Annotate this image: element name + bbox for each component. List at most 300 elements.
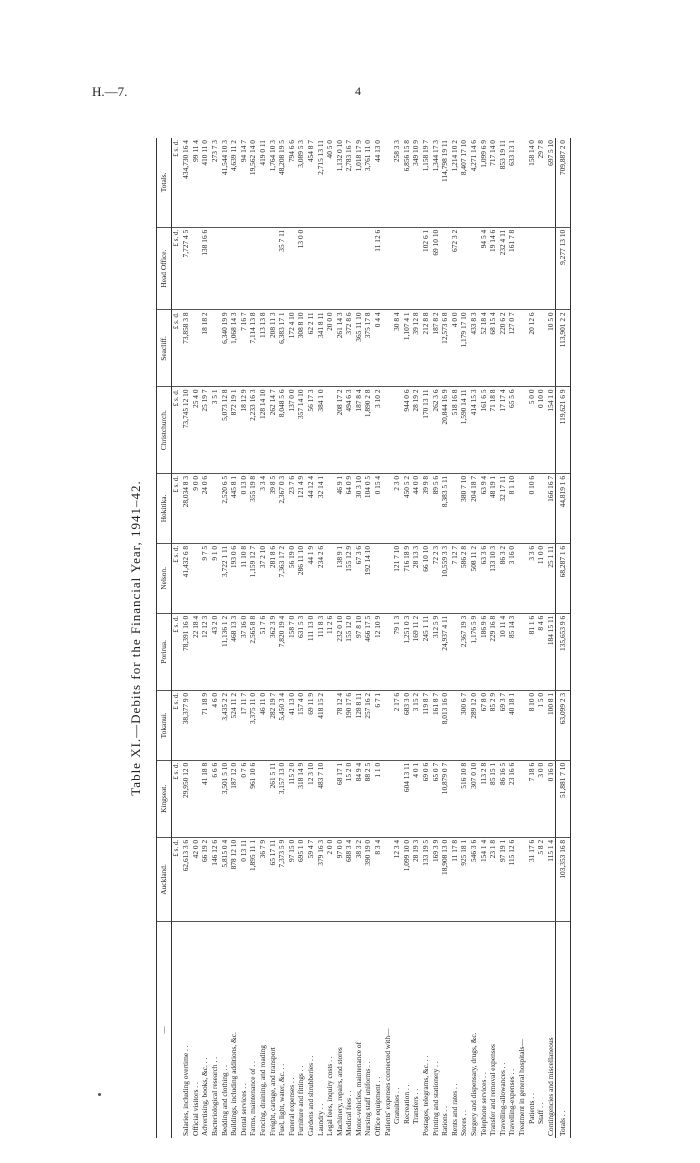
table-cell: 631 5 3 (296, 613, 306, 690)
table-cell: 257 16 2 (363, 690, 373, 760)
table-cell: 44 12 4 (306, 473, 316, 543)
table-cell: 31 17 6 (527, 837, 537, 921)
table-cell: 6 7 1 (373, 690, 383, 760)
table-cell: 64 0 9 (344, 473, 354, 543)
table-cell: 67 8 0 (479, 690, 489, 760)
table-cell: 65 17 11 (268, 837, 278, 921)
table-cell: 11 17 8 (450, 837, 460, 921)
table-cell: 85 15 1 (488, 760, 498, 837)
table-cell: 46 9 1 (335, 473, 345, 543)
table-cell (517, 227, 527, 310)
table-cell (383, 310, 393, 387)
table-cell: 3,722 1 11 (220, 543, 230, 613)
table-cell: 1,179 17 10 (459, 310, 469, 387)
table-cell: 86 16 5 (498, 760, 508, 837)
table-cell: 44 13 0 (373, 138, 383, 227)
table-cell (536, 473, 546, 543)
table-cell: 0 4 4 (373, 310, 383, 387)
table-cell: 71 18 9 (200, 690, 210, 760)
table-cell: 0 10 6 (527, 473, 537, 543)
table-cell: 28 13 3 (411, 543, 421, 613)
table-cell: 68,287 1 6 (556, 543, 571, 613)
row-label: Contingencies and miscellaneous (545, 1037, 555, 1136)
table-cell: 3 3 4 (258, 473, 268, 543)
table-cell: 18,908 13 0 (440, 837, 450, 921)
table-cell: 8 10 0 (527, 690, 537, 760)
table-row (277, 138, 287, 1138)
table-cell: 78 12 4 (335, 690, 345, 760)
table-cell: 121 7 10 (392, 543, 402, 613)
units-cell: £ s. d. (171, 690, 181, 760)
table-cell: 282 19 7 (268, 690, 278, 760)
table-cell: 25 1 11 (546, 543, 556, 613)
table-cell: 1,132 0 10 (335, 138, 345, 227)
row-label: Transfers . . (411, 1088, 421, 1124)
table-cell: 0 13 0 (239, 473, 249, 543)
table-row (527, 138, 537, 1138)
table-cell: 97 19 1 (498, 837, 508, 921)
table-cell (517, 543, 527, 613)
table-cell: 56 17 3 (306, 387, 316, 473)
table-cell: 2,367 0 3 (277, 473, 287, 543)
table-cell: 258 3 3 (392, 138, 402, 227)
table-cell: 2,715 13 11 (316, 138, 326, 227)
table-cell (383, 473, 393, 543)
table-cell: 672 3 2 (450, 227, 460, 310)
table-cell (191, 310, 201, 387)
table-cell: 8 1 10 (507, 473, 517, 543)
table-cell: 68 17 1 (335, 760, 345, 837)
table-row (248, 138, 258, 1138)
row-label: Laundry . . (315, 1103, 325, 1136)
table-cell (383, 227, 393, 310)
table-cell: 262 14 7 (268, 387, 278, 473)
table-cell: 878 12 10 (229, 837, 239, 921)
row-label: Surgery and dispensary, drugs, &c. (469, 1032, 478, 1136)
table-cell: 113 13 8 (258, 310, 268, 387)
table-cell: 289 12 0 (469, 690, 479, 760)
table-cell (306, 227, 316, 310)
table-cell (536, 227, 546, 310)
table-cell: 697 5 10 (546, 138, 556, 227)
table-cell: 193 0 6 (229, 543, 239, 613)
table-cell (517, 387, 527, 473)
table-cell: 281 8 6 (268, 543, 278, 613)
table-cell: 38 3 2 (354, 837, 364, 921)
table-cell: 170 13 11 (421, 387, 431, 473)
table-cell: 154 1 4 (479, 837, 489, 921)
table-cell: 161 6 5 (479, 387, 489, 473)
row-label: Fuel, light, water, &c. . . (277, 1063, 287, 1136)
table-cell: 683 3 0 (402, 690, 412, 760)
table-cell (335, 227, 345, 310)
table-cell: 709,887 2 0 (556, 138, 571, 227)
table-cell (402, 227, 412, 310)
table-cell: 5,073 12 8 (220, 387, 230, 473)
table-cell: 434,730 16 4 (181, 138, 191, 227)
table-cell: 172 4 10 (287, 310, 297, 387)
table-cell: 86 3 2 (498, 543, 508, 613)
table-header-row (157, 138, 172, 1138)
table-cell: 32 14 1 (316, 473, 326, 543)
table-cell: 6 6 6 (210, 760, 220, 837)
table-cell: 341 8 11 (316, 310, 326, 387)
table-cell: 2,233 16 3 (248, 387, 258, 473)
table-cell: 97 0 0 (335, 837, 345, 921)
table-cell: 11 2 6 (325, 613, 335, 690)
table-cell: 66 19 2 (200, 837, 210, 921)
table-cell: 20 0 0 (325, 310, 335, 387)
table-cell: 5 0 0 (527, 387, 537, 473)
table-cell: 115 2 0 (287, 760, 297, 837)
table-cell: 29,950 12 0 (181, 760, 191, 837)
table-cell (392, 760, 402, 837)
table-cell: 79 1 3 (392, 613, 402, 690)
units-cell: £ s. d. (171, 138, 181, 227)
table-cell (440, 227, 450, 310)
table-cell: 450 5 2 (402, 473, 412, 543)
table-cell: 18 12 9 (239, 387, 249, 473)
table-cell: 3,761 11 0 (363, 138, 373, 227)
row-label: Gratuities . . (392, 1087, 402, 1124)
table-cell: 286 11 10 (296, 543, 306, 613)
table-cell (191, 690, 201, 760)
table-cell: 94 5 4 (479, 227, 489, 310)
row-label: Furniture and fittings . . (296, 1065, 306, 1136)
table-cell (325, 690, 335, 760)
table-cell: 245 1 11 (421, 613, 431, 690)
table-cell: 154 1 0 (546, 387, 556, 473)
table-row (191, 138, 201, 1138)
table-cell: 1,018 17 9 (354, 138, 364, 227)
table-row (239, 138, 249, 1138)
table-cell: 1,344 17 3 (431, 138, 441, 227)
table-cell: 127 0 7 (507, 310, 517, 387)
table-cell: 186 9 6 (479, 613, 489, 690)
table-cell (191, 760, 201, 837)
table-cell: 48,208 19 5 (277, 138, 287, 227)
table-row (498, 138, 508, 1138)
table-cell: 1 1 0 (373, 760, 383, 837)
table-cell: 3,435 2 2 (220, 690, 230, 760)
table-cell: 229 16 8 (488, 613, 498, 690)
table-cell: 695 1 0 (296, 837, 306, 921)
table-cell: 8,048 5 6 (277, 387, 287, 473)
table-cell: 43 2 0 (210, 613, 220, 690)
units-cell: £ s. d. (171, 837, 181, 921)
table-cell: 23 7 6 (287, 473, 297, 543)
row-label: Bacteriological research . . (209, 1057, 219, 1136)
table-cell: 32 17 11 (498, 473, 508, 543)
table-cell: 419 0 11 (258, 138, 268, 227)
table-cell: 11 12 6 (373, 227, 383, 310)
table-row (469, 138, 479, 1138)
table-cell: 1,158 19 7 (421, 138, 431, 227)
table-cell: 155 12 0 (344, 613, 354, 690)
table-row (488, 138, 498, 1138)
table-cell: 357 14 10 (296, 387, 306, 473)
table-row (220, 138, 230, 1138)
table-cell (527, 227, 537, 310)
table-cell (450, 760, 460, 837)
table-cell (517, 690, 527, 760)
row-label: Funeral expenses . . (286, 1077, 296, 1136)
table-cell: 1,099 10 0 (402, 837, 412, 921)
column-header: Seacliff. (157, 310, 172, 387)
table-cell (248, 227, 258, 310)
table-cell (517, 138, 527, 227)
table-row (392, 138, 402, 1138)
table-cell: 133 10 3 (488, 543, 498, 613)
table-cell: 4,271 14 6 (469, 138, 479, 227)
table-cell: 925 18 1 (459, 837, 469, 921)
units-cell: £ s. d. (171, 387, 181, 473)
table-cell: 794 6 6 (287, 138, 297, 227)
table-cell: 232 0 10 (335, 613, 345, 690)
table-cell: 111 8 3 (316, 613, 326, 690)
table-cell: 6,383 17 1 (277, 310, 287, 387)
table-cell: 11,136 1 2 (220, 613, 230, 690)
table-cell (383, 543, 393, 613)
table-cell: 192 14 10 (363, 543, 373, 613)
units-cell: £ s. d. (171, 473, 181, 543)
table-cell: 365 11 10 (354, 310, 364, 387)
table-cell: 0 16 0 (546, 760, 556, 837)
table-cell (517, 760, 527, 837)
table-cell: 39 12 8 (411, 310, 421, 387)
table-cell: 12 12 3 (200, 613, 210, 690)
table-cell: 1,890 2 8 (363, 387, 373, 473)
table-cell: 85 14 3 (507, 613, 517, 690)
row-label: Rents and rates . . (449, 1083, 459, 1136)
table-cell: 7,114 13 8 (248, 310, 258, 387)
table-cell: 10 5 0 (546, 310, 556, 387)
table-cell: 1,764 10 3 (268, 138, 278, 227)
table-cell: 273 7 3 (210, 138, 220, 227)
row-label: Postages, telegrams, &c. . . (421, 1055, 431, 1136)
table-cell: 362 3 9 (268, 613, 278, 690)
row-label: Treatment in general hospitals— (516, 1039, 526, 1136)
table-cell: 187 8 2 (431, 310, 441, 387)
units-cell: £ s. d. (171, 310, 181, 387)
table-cell: 19,562 14 0 (248, 138, 258, 227)
table-cell: 161 8 7 (431, 690, 441, 760)
table-cell: 1,176 5 9 (469, 613, 479, 690)
table-cell (392, 227, 402, 310)
table-cell: 114,798 19 11 (440, 138, 450, 227)
row-label: Salaries, including overtime . . (181, 1045, 191, 1136)
table-cell: 10,879 0 7 (440, 760, 450, 837)
table-cell: 390 19 0 (363, 837, 373, 921)
table-cell: 5,450 3 4 (277, 690, 287, 760)
table-cell: 121 4 9 (296, 473, 306, 543)
table-cell: 65 0 7 (431, 760, 441, 837)
table-cell (325, 473, 335, 543)
table-row (507, 138, 517, 1138)
table-cell (316, 227, 326, 310)
table-cell: 1,590 14 11 (459, 387, 469, 473)
table-cell: 3 10 2 (373, 387, 383, 473)
table-cell (258, 760, 268, 837)
table-cell: 208 11 3 (268, 310, 278, 387)
table-cell: 11 0 0 (536, 543, 546, 613)
table-cell: 128 14 10 (258, 387, 268, 473)
table-cell: 78,391 16 0 (181, 613, 191, 690)
table-cell: 418 15 2 (316, 690, 326, 760)
table-cell: 3,089 5 3 (296, 138, 306, 227)
table-cell: 67 3 6 (354, 543, 364, 613)
table-cell (469, 227, 479, 310)
table-cell: 1,159 12 7 (248, 543, 258, 613)
table-cell: 69 11 9 (306, 690, 316, 760)
table-cell: 0 7 6 (239, 760, 249, 837)
table-cell: 71 18 8 (488, 387, 498, 473)
table-cell: 94 14 7 (239, 138, 249, 227)
row-label: Office equipment . . (373, 1076, 383, 1136)
table-cell: 111 13 0 (306, 613, 316, 690)
row-label: Recreation . . (401, 1084, 411, 1124)
table-cell: 39 9 8 (421, 473, 431, 543)
table-cell: 166 16 7 (546, 473, 556, 543)
table-cell: 169 3 9 (431, 837, 441, 921)
table-cell: 9,277 13 10 (556, 227, 571, 310)
table-cell: 546 3 6 (469, 837, 479, 921)
table-cell (220, 227, 230, 310)
table-cell (325, 760, 335, 837)
table-cell: 5,815 0 4 (220, 837, 230, 921)
table-cell: 56 19 0 (287, 543, 297, 613)
table-cell: 7,727 4 5 (181, 227, 191, 310)
table-cell (344, 227, 354, 310)
table-cell: 17 17 4 (498, 387, 508, 473)
table-cell: 40 5 0 (325, 138, 335, 227)
table-row (411, 138, 421, 1138)
table-cell: 380 7 10 (459, 473, 469, 543)
table-cell: 300 6 7 (459, 690, 469, 760)
table-row (306, 138, 316, 1138)
table-cell: 688 3 4 (344, 837, 354, 921)
table-cell: 944 0 6 (402, 387, 412, 473)
table-cell: 375 17 8 (363, 310, 373, 387)
table-cell: 2,783 16 7 (344, 138, 354, 227)
table-cell: 41,432 6 8 (181, 543, 191, 613)
table-row (459, 138, 469, 1138)
table-cell: 433 8 3 (469, 310, 479, 387)
table-cell: 41 13 0 (287, 690, 297, 760)
row-label: Machinery, repairs, and stores (334, 1047, 344, 1136)
table-cell: 1,214 10 2 (450, 138, 460, 227)
table-cell: 11 10 8 (239, 543, 249, 613)
table-cell: 30 8 4 (392, 310, 402, 387)
table-cell: 372 8 6 (344, 310, 354, 387)
table-row (335, 138, 345, 1138)
table-cell: 24,937 4 11 (440, 613, 450, 690)
table-cell (210, 227, 220, 310)
table-cell (383, 760, 393, 837)
table-cell: 4 0 0 (450, 310, 460, 387)
table-cell: 42 0 0 (191, 837, 201, 921)
table-cell: 22 18 4 (191, 613, 201, 690)
table-cell: 10,559 3 3 (440, 543, 450, 613)
table-cell (325, 543, 335, 613)
table-cell: 158 7 0 (287, 613, 297, 690)
table-cell (373, 543, 383, 613)
table-row (325, 138, 335, 1138)
table-cell: 69 10 10 (431, 227, 441, 310)
table-row (421, 138, 431, 1138)
table-cell: 133 19 5 (421, 837, 431, 921)
row-label: Legal fees, inquiry costs . . (325, 1056, 335, 1136)
table-cell (268, 227, 278, 310)
table-body (171, 138, 570, 1138)
table-cell (325, 227, 335, 310)
table-cell: 6,340 19 9 (220, 310, 230, 387)
table-cell: 717 14 0 (488, 138, 498, 227)
table-cell (450, 690, 460, 760)
table-cell: 8 4 6 (536, 613, 546, 690)
table-cell: 23 16 6 (507, 760, 517, 837)
table-cell: 3,375 11 0 (248, 690, 258, 760)
header-blank: — (157, 922, 172, 1139)
table-row (344, 138, 354, 1138)
row-label: Dental services . . (238, 1083, 248, 1136)
table-cell: 355 19 8 (248, 473, 258, 543)
row-label: Stores . . (459, 1110, 469, 1136)
table-cell (383, 138, 393, 227)
table-cell: 234 2 6 (316, 543, 326, 613)
table-cell: 15 2 0 (344, 760, 354, 837)
table-cell: 97 15 0 (287, 837, 297, 921)
table-row (517, 138, 527, 1138)
row-label: Fencing, draining, and roading (257, 1045, 267, 1136)
table-cell: 25 19 7 (200, 387, 210, 473)
table-cell: 466 17 5 (363, 613, 373, 690)
row-label: Transfer and removal expenses (488, 1044, 498, 1136)
table-cell: 604 13 11 (402, 760, 412, 837)
table-row (431, 138, 441, 1138)
table-cell (517, 837, 527, 921)
table-cell: 7,820 19 4 (277, 613, 287, 690)
row-label: Travelling-expenses . . (507, 1068, 517, 1136)
totals-row (556, 138, 571, 1138)
table-cell: 62,613 3 6 (181, 837, 191, 921)
table-cell: 6,856 15 8 (402, 138, 412, 227)
table-cell (191, 227, 201, 310)
table-cell: 63 3 6 (479, 543, 489, 613)
table-cell: 115 12 6 (507, 837, 517, 921)
table-cell: 100 8 1 (546, 690, 556, 760)
table-cell: 104 0 5 (363, 473, 373, 543)
table-cell: 119 8 7 (421, 690, 431, 760)
table-cell: 97 8 10 (354, 613, 364, 690)
table-cell: 37 2 10 (258, 543, 268, 613)
table-cell: 4,639 11 2 (229, 138, 239, 227)
table-cell: 135,653 9 6 (556, 613, 571, 690)
table-cell: 518 16 8 (450, 387, 460, 473)
table-cell: 7,373 5 9 (277, 837, 287, 921)
table-cell: 1,251 0 3 (402, 613, 412, 690)
table-cell (517, 310, 527, 387)
table-cell (450, 613, 460, 690)
table-cell: 8,407 17 10 (459, 138, 469, 227)
row-label: Printing and stationery . . (430, 1061, 440, 1136)
table-cell: 44 1 9 (306, 543, 316, 613)
table-cell: 69 0 6 (421, 760, 431, 837)
table-cell: 3,501 5 10 (220, 760, 230, 837)
table-cell: 28 19 2 (411, 387, 421, 473)
table-cell: 3 16 0 (507, 543, 517, 613)
column-header: Tokanui. (157, 690, 172, 760)
